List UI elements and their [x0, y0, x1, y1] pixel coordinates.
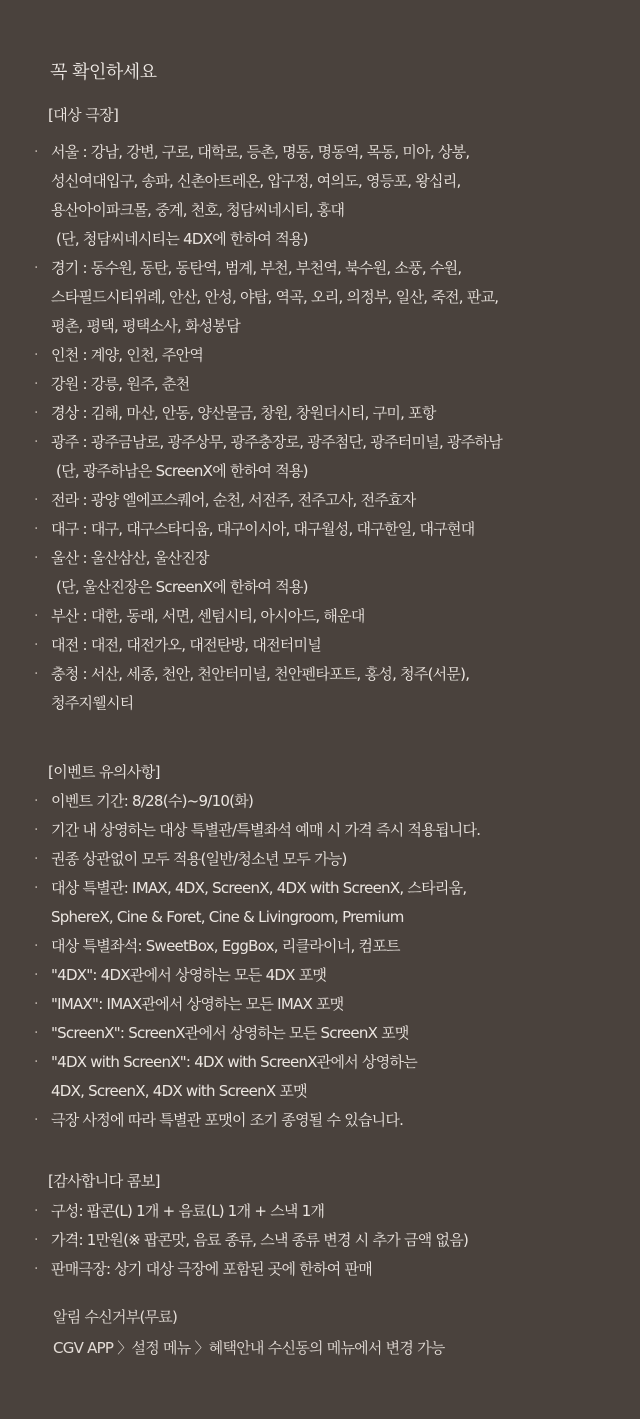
list-item-text: 이벤트 기간: 8/28(수)~9/10(화) [51, 792, 254, 810]
list-item [0, 631, 640, 660]
list-item-text: 스타필드시티위례, 안산, 안성, 야탑, 역곡, 오리, 의정부, 일산, 죽전, 판교, [51, 288, 499, 306]
list-item-text: 인천 : 계양, 인천, 주안역 [51, 346, 204, 364]
list-item [0, 457, 640, 486]
list-item-text: 충청 : 서산, 세종, 천안, 천안터미널, 천안펜타포트, 홍성, 청주(서문), [51, 665, 470, 683]
bullet-icon: · [34, 144, 38, 160]
list-item-text: 청주지웰시티 [51, 694, 134, 712]
section-heading-event: [이벤트 유의사항] [48, 763, 160, 781]
list-item [0, 689, 640, 718]
list-item [0, 225, 640, 254]
list-item [0, 370, 640, 399]
list-item-text: 권종 상관없이 모두 적용(일반/청소년 모두 가능) [51, 850, 347, 868]
list-item [0, 283, 640, 312]
bullet-icon: · [34, 550, 38, 566]
bullet-icon: · [34, 405, 38, 421]
list-item [0, 787, 640, 816]
list-item-text: (단, 울산진장은 ScreenX에 한하여 적용) [56, 578, 308, 596]
list-item [0, 1019, 640, 1048]
bullet-icon: · [34, 666, 38, 682]
list-item [0, 602, 640, 631]
list-item [0, 254, 640, 283]
list-item-text: 대상 특별관: IMAX, 4DX, ScreenX, 4DX with ScreenX, 스타리움, [51, 879, 467, 897]
bullet-icon: · [34, 376, 38, 392]
list-item-text: "4DX with ScreenX": 4DX with ScreenX관에서 상영하는 [51, 1053, 417, 1071]
list-item-text: 극장 사정에 따라 특별관 포맷이 조기 종영될 수 있습니다. [51, 1111, 404, 1129]
list-item [0, 341, 640, 370]
section-heading-theaters: [대상 극장] [48, 106, 119, 124]
list-item-text: 대전 : 대전, 대전가오, 대전탄방, 대전터미널 [51, 636, 322, 654]
list-item-text: 광주 : 광주금남로, 광주상무, 광주충장로, 광주첨단, 광주터미널, 광주하남 [51, 433, 502, 451]
unsubscribe-notice: 알림 수신거부(무료) [53, 1308, 178, 1326]
list-item [0, 932, 640, 961]
list-item-text: 서울 : 강남, 강변, 구로, 대학로, 등촌, 명동, 명동역, 목동, 미아, 상봉, [51, 143, 470, 161]
list-item [0, 990, 640, 1019]
unsubscribe-path: CGV APP 〉설정 메뉴 〉혜택안내 수신동의 메뉴에서 변경 가능 [53, 1339, 445, 1357]
bullet-icon: · [34, 1054, 38, 1070]
bullet-icon: · [34, 1112, 38, 1128]
list-item [0, 1048, 640, 1077]
list-item [0, 961, 640, 990]
bullet-icon: · [34, 1203, 38, 1219]
list-item [0, 399, 640, 428]
list-item-text: 판매극장: 상기 대상 극장에 포함된 곳에 한하여 판매 [51, 1260, 372, 1278]
list-item-text: 울산 : 울산삼산, 울산진장 [51, 549, 209, 567]
list-item-text: "ScreenX": ScreenX관에서 상영하는 모든 ScreenX 포맷 [51, 1024, 409, 1042]
list-item [0, 428, 640, 457]
list-item [0, 903, 640, 932]
list-item [0, 1226, 640, 1255]
bullet-icon: · [34, 851, 38, 867]
page-title: 꼭 확인하세요 [50, 62, 157, 83]
list-item [0, 1106, 640, 1135]
list-item [0, 312, 640, 341]
bullet-icon: · [34, 938, 38, 954]
list-item-text: 대구 : 대구, 대구스타디움, 대구이시아, 대구월성, 대구한일, 대구현대 [51, 520, 475, 538]
bullet-icon: · [34, 608, 38, 624]
list-item-text: 평촌, 평택, 평택소사, 화성봉담 [51, 317, 240, 335]
list-item-text: (단, 광주하남은 ScreenX에 한하여 적용) [56, 462, 308, 480]
list-item [0, 138, 640, 167]
list-item-text: 전라 : 광양 엘에프스퀘어, 순천, 서전주, 전주고사, 전주효자 [51, 491, 416, 509]
list-item-text: 경기 : 동수원, 동탄, 동탄역, 범계, 부천, 부천역, 북수원, 소풍, 수원, [51, 259, 462, 277]
bullet-icon: · [34, 996, 38, 1012]
bullet-icon: · [34, 347, 38, 363]
list-item-text: SphereX, Cine & Foret, Cine & Livingroom, Premium [51, 908, 404, 926]
list-item-text: 가격: 1만원(※ 팝콘맛, 음료 종류, 스낵 종류 변경 시 추가 금액 없음) [51, 1231, 469, 1249]
bullet-icon: · [34, 1232, 38, 1248]
list-item-text: 구성: 팝콘(L) 1개 + 음료(L) 1개 + 스낵 1개 [51, 1202, 325, 1220]
list-item-text: "IMAX": IMAX관에서 상영하는 모든 IMAX 포맷 [51, 995, 344, 1013]
bullet-icon: · [34, 1261, 38, 1277]
list-item-text: 경상 : 김해, 마산, 안동, 양산물금, 창원, 창원더시티, 구미, 포항 [51, 404, 436, 422]
list-item [0, 1197, 640, 1226]
bullet-icon: · [34, 793, 38, 809]
list-item [0, 874, 640, 903]
list-item [0, 196, 640, 225]
list-item-text: "4DX": 4DX관에서 상영하는 모든 4DX 포맷 [51, 966, 327, 984]
list-item [0, 1077, 640, 1106]
list-item [0, 845, 640, 874]
list-item-text: 기간 내 상영하는 대상 특별관/특별좌석 예매 시 가격 즉시 적용됩니다. [51, 821, 481, 839]
list-item [0, 486, 640, 515]
list-item [0, 544, 640, 573]
bullet-icon: · [34, 492, 38, 508]
bullet-icon: · [34, 822, 38, 838]
list-item-text: 대상 특별좌석: SweetBox, EggBox, 리클라이너, 컴포트 [51, 937, 400, 955]
combo-list [0, 1197, 640, 1284]
list-item-text: (단, 청담씨네시티는 4DX에 한하여 적용) [56, 230, 308, 248]
list-item [0, 660, 640, 689]
list-item-text: 강원 : 강릉, 원주, 춘천 [51, 375, 190, 393]
list-item [0, 1255, 640, 1284]
list-item-text: 성신여대입구, 송파, 신촌아트레온, 압구정, 여의도, 영등포, 왕십리, [51, 172, 461, 190]
list-item-text: 4DX, ScreenX, 4DX with ScreenX 포맷 [51, 1082, 307, 1100]
section-heading-combo: [감사합니다 콤보] [48, 1172, 160, 1190]
event-notice-list [0, 787, 640, 1135]
bullet-icon: · [34, 967, 38, 983]
theater-list [0, 138, 640, 718]
list-item [0, 167, 640, 196]
list-item-text: 용산아이파크몰, 중계, 천호, 청담씨네시티, 홍대 [51, 201, 345, 219]
bullet-icon: · [34, 260, 38, 276]
list-item [0, 515, 640, 544]
bullet-icon: · [34, 637, 38, 653]
bullet-icon: · [34, 434, 38, 450]
bullet-icon: · [34, 1025, 38, 1041]
bullet-icon: · [34, 880, 38, 896]
list-item [0, 816, 640, 845]
list-item [0, 573, 640, 602]
bullet-icon: · [34, 521, 38, 537]
list-item-text: 부산 : 대한, 동래, 서면, 센텀시티, 아시아드, 해운대 [51, 607, 365, 625]
